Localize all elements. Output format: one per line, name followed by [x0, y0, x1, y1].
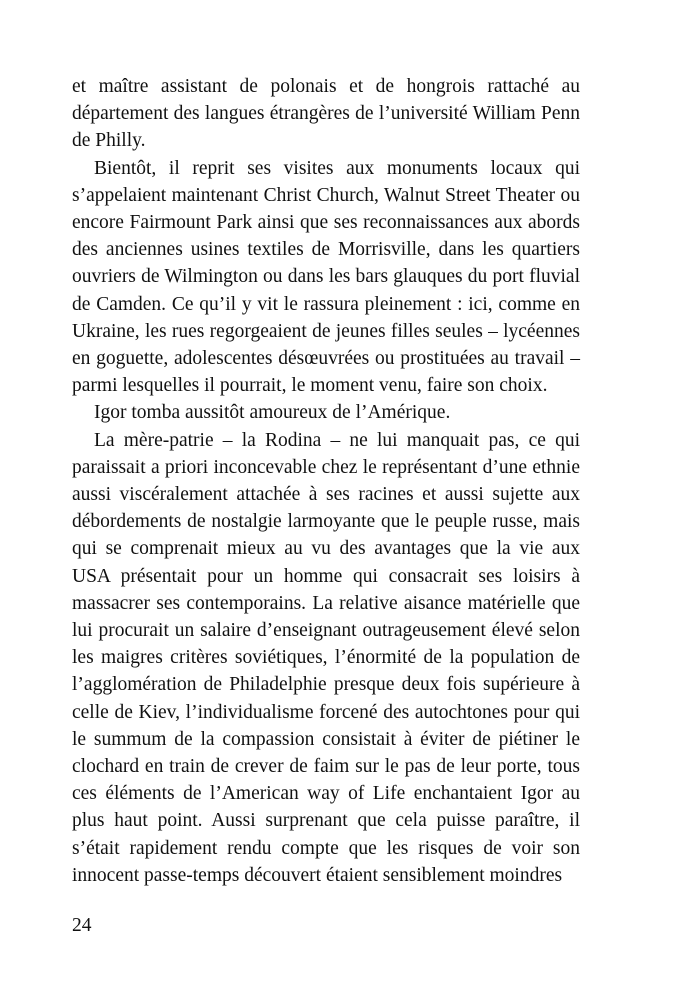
paragraph-visits: Bientôt, il reprit ses visites aux monuments locaux qui s’appelaient maintenant Christ Church, Walnut Street Theater ou encore Fairmount Park ainsi que ses reconnaissances aux abords des anciennes usines textiles de Morrisville, dans les quartiers ouvriers de Wilmington ou dans les bars glauques du port fluvial de Camden. Ce qu’il y vit le rassura pleinement : ici, comme en Ukraine, les rues regorgeaient de jeunes filles seules – lycéennes en goguette, adolescentes désœuvrées ou prostituées au travail – parmi lesquelles il pourrait, le moment venu, faire son choix.: [72, 157, 580, 397]
paragraph-continuation: et maître assistant de polonais et de hongrois rattaché au département des langues étrangères de l’université William Penn de Philly.: [72, 76, 580, 152]
paragraph-motherland: La mère-patrie – la Rodina – ne lui manquait pas, ce qui paraissait a priori inconcevable chez le représentant d’une ethnie aussi viscéralement attachée à ses racines et aussi sujette aux débordements de nostalgie larmoyante que le peuple russe, mais qui se comprenait mieux au vu des avantages que la vie aux USA présentait pour un homme qui consacrait ses loisirs à massacrer ses contemporains. La relative aisance matérielle que lui procurait un salaire d’enseignant outrageusement élevé selon les maigres critères soviétiques, l’énormité de la population de l’agglomération de Philadelphie presque deux fois supérieure à celle de Kiev, l’individualisme forcené des autochtones pour qui le summum de la compassion consistait à éviter de piétiner le clochard en train de crever de faim sur le pas de leur porte, tous ces éléments de l’American way of Life enchantaient Igor au plus haut point. Aussi surprenant que cela puisse paraître, il s’était rapidement rendu compte que les risques de voir son innocent passe-temps découvert étaient sensiblement moindres: [72, 429, 580, 886]
page-body: [72, 73, 580, 889]
page-number: 24: [72, 915, 92, 936]
paragraph-love-america: Igor tomba aussitôt amoureux de l’Amérique.: [94, 402, 451, 424]
